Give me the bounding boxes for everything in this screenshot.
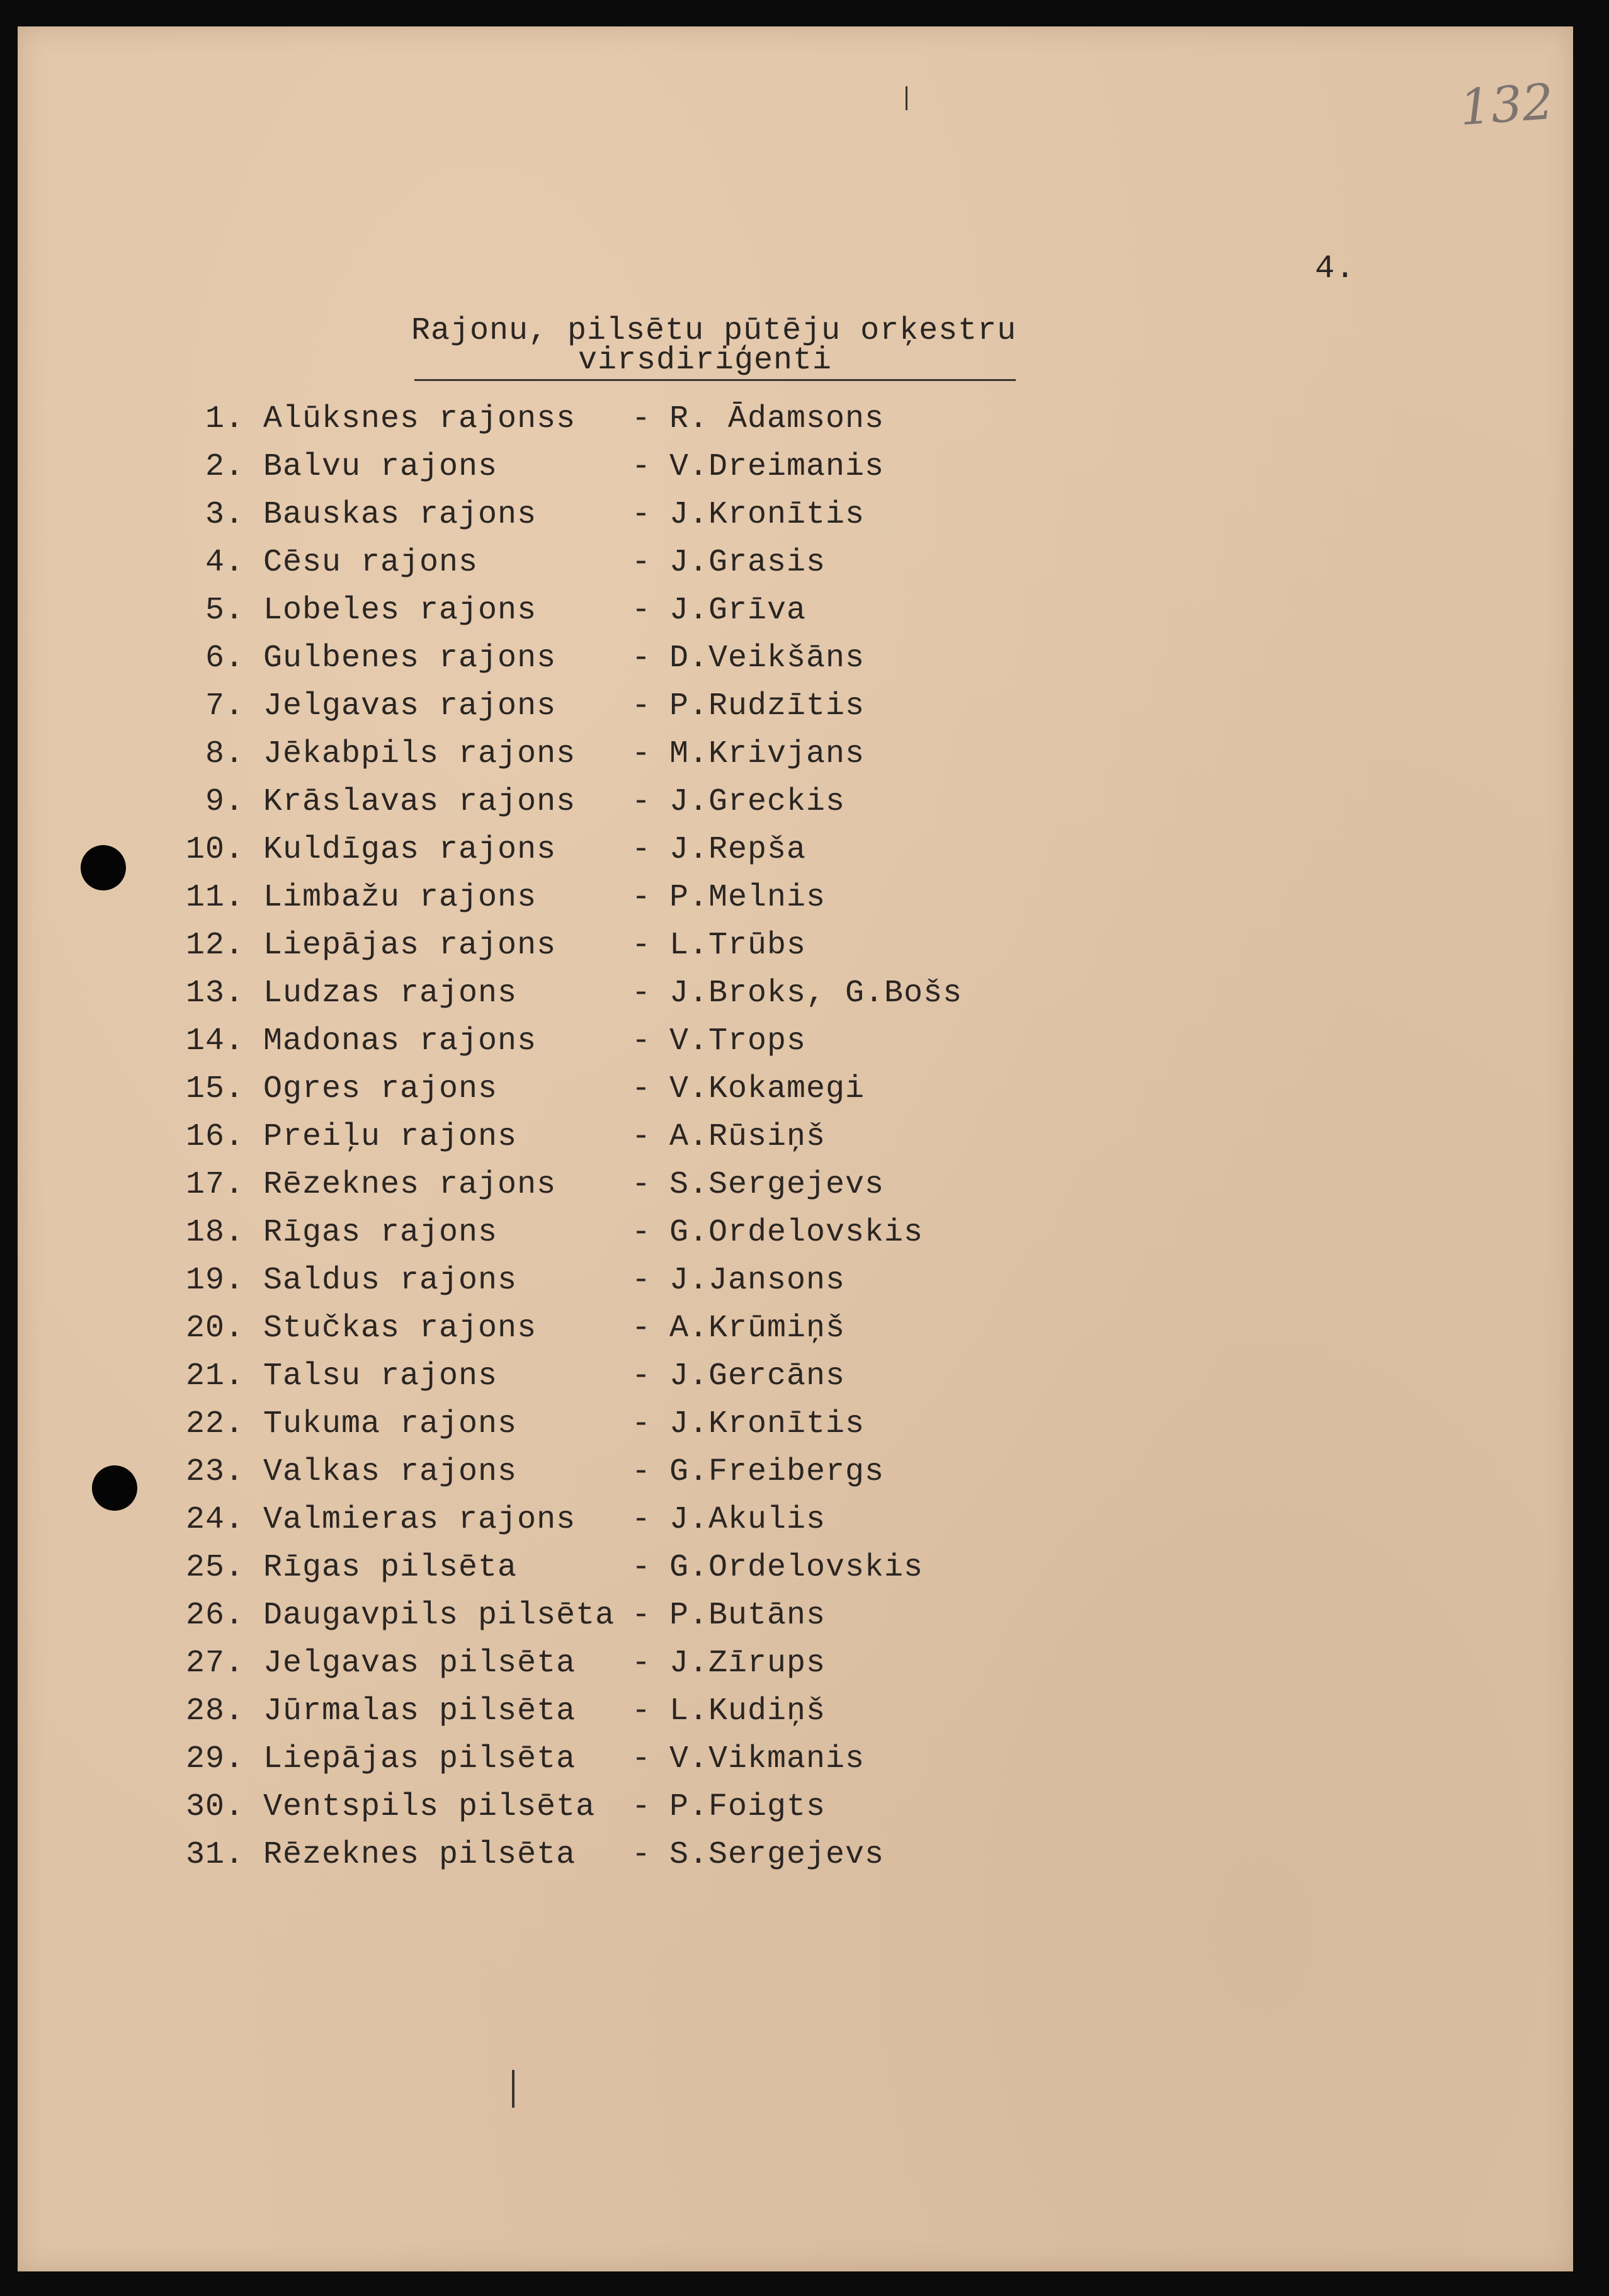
conductor-name: P.Butāns: [669, 1598, 826, 1634]
entry-number: 8.: [205, 736, 244, 772]
entry-dash: -: [632, 449, 652, 485]
list-item: [18, 688, 1151, 736]
district-name: Liepājas rajons: [263, 928, 557, 963]
conductor-name: A.Krūmiņš: [669, 1310, 846, 1346]
district-name: Valkas rajons: [263, 1454, 518, 1490]
district-name: Rīgas pilsēta: [263, 1550, 518, 1586]
list-item: [18, 1071, 1151, 1119]
list-item: [18, 1406, 1151, 1454]
entry-dash: -: [632, 688, 652, 724]
conductor-name: S.Sergejevs: [669, 1837, 885, 1873]
list-item: [18, 401, 1151, 449]
entry-dash: -: [632, 736, 652, 772]
list-item: [18, 1598, 1151, 1645]
list-item: [18, 1310, 1151, 1358]
district-name: Ogres rajons: [263, 1071, 498, 1107]
conductor-name: J.Akulis: [669, 1502, 826, 1538]
entry-dash: -: [632, 1789, 652, 1825]
district-name: Jēkabpils rajons: [263, 736, 576, 772]
entry-dash: -: [632, 1741, 652, 1777]
entry-dash: -: [632, 1598, 652, 1634]
entry-dash: -: [632, 1550, 652, 1586]
district-name: Preiļu rajons: [263, 1119, 518, 1155]
stray-mark: [906, 86, 907, 110]
district-name: Limbažu rajons: [263, 880, 537, 916]
entry-number: 13.: [185, 975, 244, 1011]
list-item: [18, 1550, 1151, 1598]
entry-dash: -: [632, 784, 652, 820]
conductor-name: R. Ādamsons: [669, 401, 885, 437]
entry-dash: -: [632, 593, 652, 628]
entry-number: 24.: [185, 1502, 244, 1538]
entry-number: 2.: [205, 449, 244, 485]
district-name: Daugavpils pilsēta: [263, 1598, 615, 1634]
conductor-name: L.Kudiņš: [669, 1693, 826, 1729]
entry-number: 29.: [185, 1741, 244, 1777]
list-item: [18, 928, 1151, 975]
entry-number: 14.: [185, 1023, 244, 1059]
entry-number: 31.: [185, 1837, 244, 1873]
district-name: Alūksnes rajonss: [263, 401, 576, 437]
entry-dash: -: [632, 1502, 652, 1538]
list-item: [18, 1741, 1151, 1789]
list-item: [18, 1454, 1151, 1502]
district-name: Stučkas rajons: [263, 1310, 537, 1346]
entry-dash: -: [632, 1310, 652, 1346]
entry-dash: -: [632, 640, 652, 676]
entry-number: 4.: [205, 545, 244, 581]
entry-number: 12.: [185, 928, 244, 963]
conductor-name: G.Ordelovskis: [669, 1215, 924, 1251]
entry-number: 26.: [185, 1598, 244, 1634]
conductor-name: J.Grīva: [669, 593, 807, 628]
title-underline: [414, 379, 1016, 381]
entry-dash: -: [632, 1215, 652, 1251]
list-item: [18, 640, 1151, 688]
entry-number: 28.: [185, 1693, 244, 1729]
conductor-name: J.Repša: [669, 832, 807, 868]
conductor-name: G.Freibergs: [669, 1454, 885, 1490]
list-item: [18, 1789, 1151, 1837]
list-item: [18, 545, 1151, 593]
conductor-name: P.Rudzītis: [669, 688, 865, 724]
entry-number: 3.: [205, 497, 244, 533]
conductor-name: V.Trops: [669, 1023, 807, 1059]
district-name: Valmieras rajons: [263, 1502, 576, 1538]
list-item: [18, 1119, 1151, 1167]
conductor-name: D.Veikšāns: [669, 640, 865, 676]
list-item: [18, 497, 1151, 545]
conductor-name: J.Greckis: [669, 784, 846, 820]
list-item: [18, 736, 1151, 784]
entry-dash: -: [632, 1837, 652, 1873]
district-name: Rēzeknes rajons: [263, 1167, 557, 1203]
conductor-name: P.Foigts: [669, 1789, 826, 1825]
district-name: Saldus rajons: [263, 1263, 518, 1299]
conductor-name: V.Kokamegi: [669, 1071, 865, 1107]
conductor-name: J.Zīrups: [669, 1645, 826, 1681]
entry-dash: -: [632, 1406, 652, 1442]
list-item: [18, 880, 1151, 928]
entry-dash: -: [632, 1358, 652, 1394]
entry-number: 19.: [185, 1263, 244, 1299]
district-name: Balvu rajons: [263, 449, 498, 485]
conductor-name: S.Sergejevs: [669, 1167, 885, 1203]
list-item: [18, 832, 1151, 880]
entry-number: 21.: [185, 1358, 244, 1394]
district-name: Jelgavas pilsēta: [263, 1645, 576, 1681]
conductor-name: A.Rūsiņš: [669, 1119, 826, 1155]
list-item: [18, 1215, 1151, 1263]
district-name: Jelgavas rajons: [263, 688, 557, 724]
district-name: Ludzas rajons: [263, 975, 518, 1011]
district-name: Krāslavas rajons: [263, 784, 576, 820]
entry-number: 30.: [185, 1789, 244, 1825]
entry-number: 18.: [185, 1215, 244, 1251]
district-name: Lobeles rajons: [263, 593, 537, 628]
district-name: Madonas rajons: [263, 1023, 537, 1059]
entry-dash: -: [632, 832, 652, 868]
district-name: Cēsu rajons: [263, 545, 479, 581]
district-name: Liepājas pilsēta: [263, 1741, 576, 1777]
entry-number: 7.: [205, 688, 244, 724]
entry-number: 25.: [185, 1550, 244, 1586]
conductor-name: J.Grasis: [669, 545, 826, 581]
conductor-name: L.Trūbs: [669, 928, 807, 963]
entry-dash: -: [632, 497, 652, 533]
entry-dash: -: [632, 1167, 652, 1203]
typed-page-number: 4.: [1315, 250, 1356, 287]
list-item: [18, 1645, 1151, 1693]
conductor-name: G.Ordelovskis: [669, 1550, 924, 1586]
conductor-name: V.Dreimanis: [669, 449, 885, 485]
district-name: Jūrmalas pilsēta: [263, 1693, 576, 1729]
entry-number: 17.: [185, 1167, 244, 1203]
list-item: [18, 1167, 1151, 1215]
district-name: Rēzeknes pilsēta: [263, 1837, 576, 1873]
conductor-name: P.Melnis: [669, 880, 826, 916]
conductor-name: J.Kronītis: [669, 1406, 865, 1442]
conductor-name: V.Vikmanis: [669, 1741, 865, 1777]
conductor-name: M.Krivjans: [669, 736, 865, 772]
entry-dash: -: [632, 1023, 652, 1059]
entry-dash: -: [632, 1071, 652, 1107]
district-name: Bauskas rajons: [263, 497, 537, 533]
entry-dash: -: [632, 1119, 652, 1155]
entry-dash: -: [632, 1693, 652, 1729]
entry-number: 10.: [185, 832, 244, 868]
entry-dash: -: [632, 1454, 652, 1490]
conductor-name: J.Jansons: [669, 1263, 846, 1299]
entry-number: 1.: [205, 401, 244, 437]
list-item: [18, 1358, 1151, 1406]
entry-number: 6.: [205, 640, 244, 676]
title-line-2: virsdiriģenti: [578, 343, 833, 378]
list-item: [18, 784, 1151, 832]
entry-number: 9.: [205, 784, 244, 820]
list-item: [18, 1502, 1151, 1550]
entry-number: 27.: [185, 1645, 244, 1681]
handwritten-page-number: 132: [1458, 73, 1555, 137]
entry-number: 20.: [185, 1310, 244, 1346]
entry-dash: -: [632, 880, 652, 916]
entry-number: 11.: [185, 880, 244, 916]
list-item: [18, 449, 1151, 497]
entry-dash: -: [632, 1645, 652, 1681]
entry-dash: -: [632, 975, 652, 1011]
conductor-name: J.Broks, G.Bošs: [669, 975, 963, 1011]
entry-number: 5.: [205, 593, 244, 628]
list-item: [18, 1837, 1151, 1885]
district-name: Talsu rajons: [263, 1358, 498, 1394]
district-name: Kuldīgas rajons: [263, 832, 557, 868]
district-name: Gulbenes rajons: [263, 640, 557, 676]
list-item: [18, 975, 1151, 1023]
list-item: [18, 1693, 1151, 1741]
title-line-1: Rajonu, pilsētu pūtēju orķestru: [411, 313, 1017, 349]
list-item: [18, 1023, 1151, 1071]
document-page: [18, 26, 1573, 2271]
conductor-name: J.Kronītis: [669, 497, 865, 533]
entry-number: 15.: [185, 1071, 244, 1107]
entry-dash: -: [632, 545, 652, 581]
district-name: Tukuma rajons: [263, 1406, 518, 1442]
district-name: Rīgas rajons: [263, 1215, 498, 1251]
district-name: Ventspils pilsēta: [263, 1789, 596, 1825]
entry-number: 16.: [185, 1119, 244, 1155]
conductor-name: J.Gercāns: [669, 1358, 846, 1394]
stray-mark: [512, 2070, 515, 2108]
entry-dash: -: [632, 928, 652, 963]
list-item: [18, 1263, 1151, 1310]
entry-number: 23.: [185, 1454, 244, 1490]
entry-dash: -: [632, 1263, 652, 1299]
list-item: [18, 593, 1151, 640]
entry-number: 22.: [185, 1406, 244, 1442]
entry-dash: -: [632, 401, 652, 437]
